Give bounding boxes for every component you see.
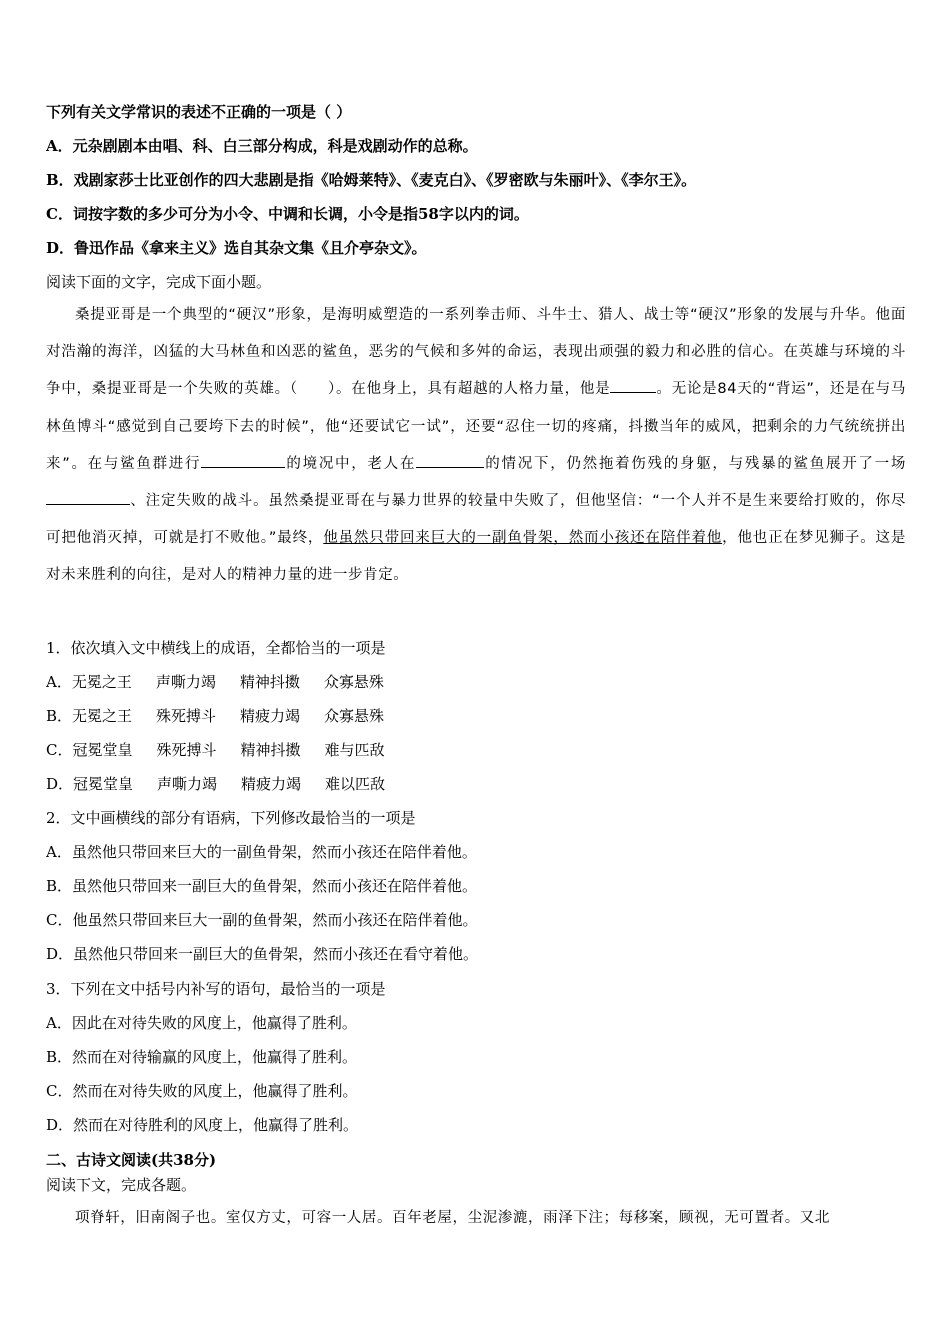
option-word: 精神抖擞 bbox=[240, 741, 301, 759]
q2-stem: 2．文中画横线的部分有语病，下列修改最恰当的一项是 bbox=[46, 809, 416, 827]
reading1-passage bbox=[46, 297, 906, 595]
blank-line-4 bbox=[46, 489, 130, 505]
option-label: C． bbox=[46, 741, 73, 759]
lit-option-a: A．元杂剧剧本由唱、科、白三部分构成，科是戏剧动作的总称。 bbox=[46, 137, 478, 155]
q2-option-b: B．虽然他只带回来一副巨大的鱼骨架，然而小孩还在陪伴着他。 bbox=[46, 877, 478, 895]
blank-line-2 bbox=[201, 452, 285, 468]
option-label: D． bbox=[46, 775, 74, 793]
option-label: B． bbox=[46, 707, 73, 725]
q3-option-a: A．因此在对待失败的风度上，他赢得了胜利。 bbox=[46, 1014, 357, 1032]
option-word: 冠冕堂皇 bbox=[73, 775, 134, 793]
q1-option-b bbox=[46, 706, 906, 726]
option-word: 众寡悬殊 bbox=[324, 707, 385, 725]
section2-heading: 二、古诗文阅读(共38分) bbox=[46, 1151, 217, 1169]
blank-line-3 bbox=[416, 452, 484, 468]
lit-question-stem: 下列有关文学常识的表述不正确的一项是（ ） bbox=[46, 103, 352, 121]
option-word: 冠冕堂皇 bbox=[72, 741, 133, 759]
section2-instruction: 阅读下文，完成各题。 bbox=[46, 1176, 197, 1194]
passage-part-8: ，他也正在梦见狮子。这是对未来胜利的向往，是对人的精神力量的进一步肯定。 bbox=[46, 530, 906, 584]
passage-part-2: ）。在他身上，具有超越的人格力量，他是 bbox=[327, 381, 611, 398]
q1-option-c bbox=[46, 740, 906, 760]
q2-option-c: C．他虽然只带回来巨大一副的鱼骨架，然而小孩还在陪伴着他。 bbox=[46, 911, 478, 929]
q1-option-a bbox=[46, 672, 906, 692]
passage-part-4: 的境况中，老人在 bbox=[285, 455, 417, 472]
option-word: 无冕之王 bbox=[72, 707, 133, 725]
lit-option-c: C．词按字数的多少可分为小令、中调和长调，小令是指58字以内的词。 bbox=[46, 205, 529, 223]
q1-stem: 1．依次填入文中横线上的成语，全都恰当的一项是 bbox=[46, 639, 386, 657]
option-word: 众寡悬殊 bbox=[323, 673, 384, 691]
option-word: 殊死搏斗 bbox=[156, 741, 217, 759]
option-word: 难与匹敌 bbox=[324, 741, 385, 759]
q3-option-c: C．然而在对待失败的风度上，他赢得了胜利。 bbox=[46, 1082, 358, 1100]
q3-option-d: D．然而在对待胜利的风度上，他赢得了胜利。 bbox=[46, 1116, 359, 1134]
option-word: 声嘶力竭 bbox=[155, 673, 216, 691]
section2-passage: 项脊轩，旧南阁子也。室仅方丈，可容一人居。百年老屋，尘泥渗漉，雨泽下注；每移案，顾视，无可置者。又北 bbox=[75, 1210, 830, 1226]
passage-part-3: 。无论是84天的“背运”，还是在与马林鱼博斗“感觉到自己要垮下去的时候”，他“还要试它一试”，还要“忍住一切的疼痛，抖擞当年的威风，把剩余的力气统统拼出来”。在与鲨鱼群进行 bbox=[46, 381, 906, 472]
passage-part-5: 的情况下，仍然拖着伤残的身躯，与残暴的鲨鱼展开了一场 bbox=[484, 455, 906, 472]
reading1-instruction: 阅读下面的文字，完成下面小题。 bbox=[46, 273, 272, 291]
q3-option-b: B．然而在对待输赢的风度上，他赢得了胜利。 bbox=[46, 1048, 358, 1066]
q3-stem: 3．下列在文中括号内补写的语句，最恰当的一项是 bbox=[46, 980, 386, 998]
q2-option-d: D．虽然他只带回来一副巨大的鱼骨架，然而小孩还在看守着他。 bbox=[46, 945, 479, 963]
underlined-sentence: 他虽然只带回来巨大的一副鱼骨架，然而小孩还在陪伴着他 bbox=[323, 530, 723, 547]
option-word: 难以匹敌 bbox=[325, 775, 386, 793]
option-word: 精神抖擞 bbox=[239, 673, 300, 691]
blank-line-1 bbox=[610, 377, 656, 393]
option-word: 无冕之王 bbox=[71, 673, 132, 691]
option-word: 精疲力竭 bbox=[241, 775, 302, 793]
option-word: 精疲力竭 bbox=[240, 707, 301, 725]
option-word: 声嘶力竭 bbox=[157, 775, 218, 793]
q2-option-a: A．虽然他只带回来巨大的一副鱼骨架，然而小孩还在陪伴着他。 bbox=[46, 843, 477, 861]
passage-part-1: 桑提亚哥是一个典型的“硬汉”形象，是海明威塑造的一系列拳击师、斗牛士、猎人、战士等“硬汉”形象的发展与升华。他面对浩瀚的海洋，凶猛的大马林鱼和凶恶的鲨鱼，恶劣的气候和多舛的命运，表现出顽强的毅力和必胜的信心。在英雄与环境的斗争中，桑提亚哥是一个失败的英雄。（ bbox=[46, 307, 906, 398]
passage-part-6: 、注定失败的战斗。虽然桑提亚哥在与暴力世界的较量中失败了，但他坚信：“一个人并不是生来要给打败的，你尽可把他消灭掉，可就是打不败他。”最终， bbox=[46, 493, 906, 547]
option-word: 殊死搏斗 bbox=[156, 707, 217, 725]
lit-option-b: B．戏剧家莎士比亚创作的四大悲剧是指《哈姆莱特》、《麦克白》、《罗密欧与朱丽叶》、《李尔王》。 bbox=[46, 171, 697, 189]
q1-option-d bbox=[46, 774, 906, 794]
option-label: A． bbox=[46, 673, 72, 691]
lit-option-d: D．鲁迅作品《拿来主义》选自其杂文集《且介亭杂文》。 bbox=[46, 239, 427, 257]
